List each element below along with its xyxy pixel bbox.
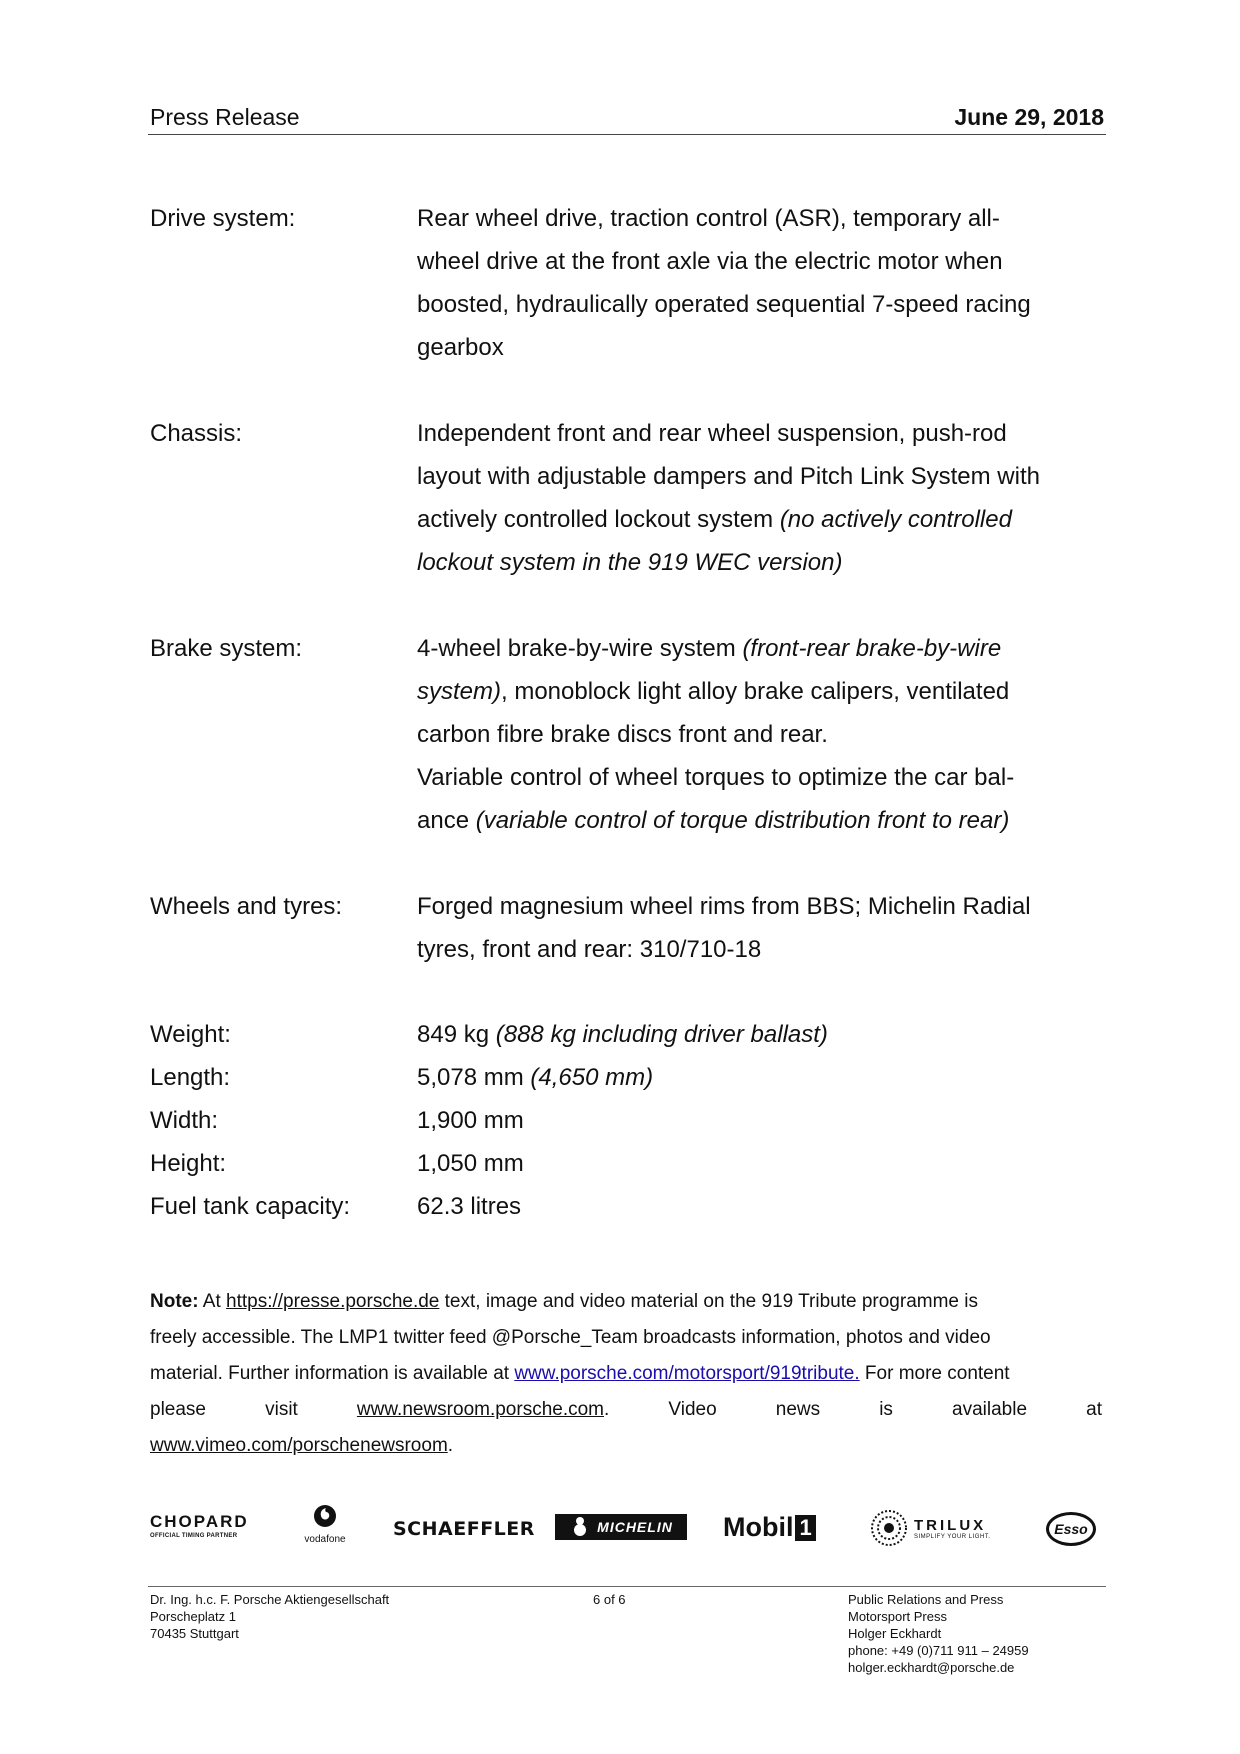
- footer-page-number: 6 of 6: [593, 1592, 626, 1607]
- footer-company-block: [150, 1591, 389, 1642]
- spec-line: [417, 799, 1117, 842]
- newsroom-link[interactable]: www.newsroom.porsche.com: [356, 1399, 605, 1420]
- spec-line: Variable control of wheel torques to optimize the car bal-: [417, 764, 1015, 791]
- note-text: text, image and video material on the 919 Tribute programme is: [439, 1291, 978, 1312]
- vodafone-icon: [312, 1500, 338, 1532]
- logo-text: TRILUX: [914, 1516, 987, 1534]
- footer-contact-block: [848, 1591, 1029, 1676]
- spec-line: [417, 670, 1117, 713]
- logo-subtext: OFFICIAL TIMING PARTNER: [150, 1533, 238, 1539]
- spec-note: (no actively controlled: [779, 506, 1012, 533]
- note-line: [150, 1428, 1102, 1464]
- document-type: Press Release: [150, 104, 300, 130]
- spec-value: [417, 627, 1117, 842]
- trilux-sphere-icon: [870, 1509, 908, 1547]
- logo-text: MICHELIN: [597, 1519, 673, 1535]
- spec-line: [417, 627, 1117, 670]
- note-word-group: [357, 1392, 609, 1428]
- note-word: Video: [668, 1399, 717, 1420]
- note-word: is: [879, 1399, 893, 1420]
- spec-line: [417, 541, 1117, 584]
- footer-subdepartment: Motorsport Press: [848, 1609, 947, 1624]
- spec-line: [417, 1013, 1117, 1056]
- spec-note: (front-rear brake-by-wire: [742, 635, 1002, 662]
- spec-label: Width:: [150, 1107, 219, 1134]
- footer-company: Dr. Ing. h.c. F. Porsche Aktiengesellschaft: [150, 1592, 390, 1607]
- spec-text: 4-wheel brake-by-wire system: [417, 635, 743, 662]
- logo-subtext: SIMPLIFY YOUR LIGHT.: [914, 1533, 991, 1540]
- trilux-wordmark: [914, 1517, 990, 1540]
- spec-label: Length:: [150, 1064, 231, 1091]
- spec-value: 1,900 mm: [417, 1107, 524, 1134]
- spec-line: [417, 1056, 1117, 1099]
- schaeffler-logo: SCHAEFFLER: [393, 1518, 535, 1540]
- footer-department: Public Relations and Press: [848, 1592, 1004, 1607]
- spec-label: Chassis:: [150, 420, 243, 447]
- note-line: freely accessible. The LMP1 twitter feed @Porsche_Team broadcasts information, photos and video: [150, 1327, 991, 1348]
- note-text: At: [198, 1291, 227, 1312]
- michelin-logo: [555, 1514, 687, 1540]
- vimeo-link[interactable]: www.vimeo.com/porschenewsroom: [150, 1435, 448, 1456]
- spec-text: ance: [417, 807, 476, 834]
- spec-note: (888 kg including driver ballast): [495, 1021, 828, 1048]
- note-word: please: [150, 1399, 206, 1420]
- spec-note: system): [417, 678, 501, 705]
- note-text: For more content: [859, 1363, 1010, 1384]
- mobil1-logo: [723, 1512, 816, 1543]
- spec-label: Height:: [150, 1150, 227, 1177]
- logo-text: vodafone: [304, 1534, 346, 1545]
- spec-line: Independent front and rear wheel suspension, push-rod: [417, 420, 1007, 447]
- spec-line: gearbox: [417, 334, 504, 361]
- spec-line: Rear wheel drive, traction control (ASR), temporary all-: [417, 205, 1000, 232]
- footer-street: Porscheplatz 1: [150, 1609, 236, 1624]
- spec-value: [417, 1056, 1117, 1099]
- footer-contact-name: Holger Eckhardt: [848, 1626, 942, 1641]
- note-word: .: [604, 1399, 610, 1420]
- spec-line: boosted, hydraulically operated sequential 7-speed racing: [417, 291, 1031, 318]
- note-text: .: [447, 1435, 454, 1456]
- spec-note: lockout system in the 919 WEC version): [417, 549, 843, 576]
- footer-phone: phone: +49 (0)711 911 – 24959: [848, 1643, 1029, 1658]
- spec-value: [417, 412, 1117, 584]
- footer-city: 70435 Stuttgart: [150, 1626, 239, 1641]
- spec-note: (variable control of torque distribution front to rear): [475, 807, 1010, 834]
- note-word: at: [1086, 1399, 1102, 1420]
- spec-value: [417, 1013, 1117, 1056]
- chopard-logo: [150, 1512, 265, 1539]
- spec-line: Forged magnesium wheel rims from BBS; Michelin Radial: [417, 893, 1031, 920]
- michelin-man-icon: [569, 1516, 591, 1538]
- spec-line: carbon fibre brake discs front and rear.: [417, 721, 828, 748]
- note-line: [150, 1392, 1102, 1428]
- page-footer: [148, 1586, 1106, 1675]
- spec-label: Fuel tank capacity:: [150, 1193, 351, 1220]
- note-label: Note:: [150, 1291, 199, 1312]
- spec-line: layout with adjustable dampers and Pitch Link System with: [417, 463, 1040, 490]
- spec-line: wheel drive at the front axle via the electric motor when: [417, 248, 1003, 275]
- spec-text: 5,078 mm: [417, 1064, 531, 1091]
- spec-value: 62.3 litres: [417, 1193, 522, 1220]
- spec-label: Brake system:: [150, 635, 303, 662]
- footer-email[interactable]: holger.eckhardt@porsche.de: [848, 1660, 1015, 1675]
- logo-text: 1: [795, 1515, 815, 1541]
- esso-logo: Esso: [1046, 1512, 1096, 1546]
- spec-value: [417, 197, 1117, 369]
- presse-link[interactable]: https://presse.porsche.de: [226, 1291, 440, 1312]
- page-header: [148, 100, 1106, 135]
- note-word: available: [952, 1399, 1028, 1420]
- vodafone-logo: [300, 1500, 350, 1545]
- logo-text: CHOPARD: [150, 1512, 249, 1531]
- note-line: [150, 1356, 1102, 1392]
- spec-value: [417, 885, 1117, 971]
- spec-line: tyres, front and rear: 310/710-18: [417, 936, 762, 963]
- spec-text: actively controlled lockout system: [417, 506, 780, 533]
- note-line: [150, 1284, 1102, 1320]
- tribute-link[interactable]: www.porsche.com/motorsport/919tribute.: [514, 1363, 860, 1384]
- spec-label: Drive system:: [150, 205, 296, 232]
- sponsor-logos: [148, 1500, 1106, 1560]
- spec-label: Wheels and tyres:: [150, 893, 343, 920]
- spec-text: 849 kg: [417, 1021, 496, 1048]
- logo-text: Mobil: [723, 1512, 794, 1542]
- note-text: material. Further information is available at: [150, 1363, 515, 1384]
- spec-note: (4,650 mm): [530, 1064, 654, 1091]
- spec-line: [417, 498, 1117, 541]
- note-word: news: [775, 1399, 821, 1420]
- spec-value: 1,050 mm: [417, 1150, 524, 1177]
- spec-label: Weight:: [150, 1021, 231, 1048]
- spec-text: , monoblock light alloy brake calipers, ventilated: [501, 678, 1010, 705]
- trilux-logo: [870, 1508, 990, 1548]
- release-date: June 29, 2018: [954, 104, 1104, 130]
- note-paragraph: [150, 1284, 1102, 1464]
- note-word: visit: [265, 1399, 298, 1420]
